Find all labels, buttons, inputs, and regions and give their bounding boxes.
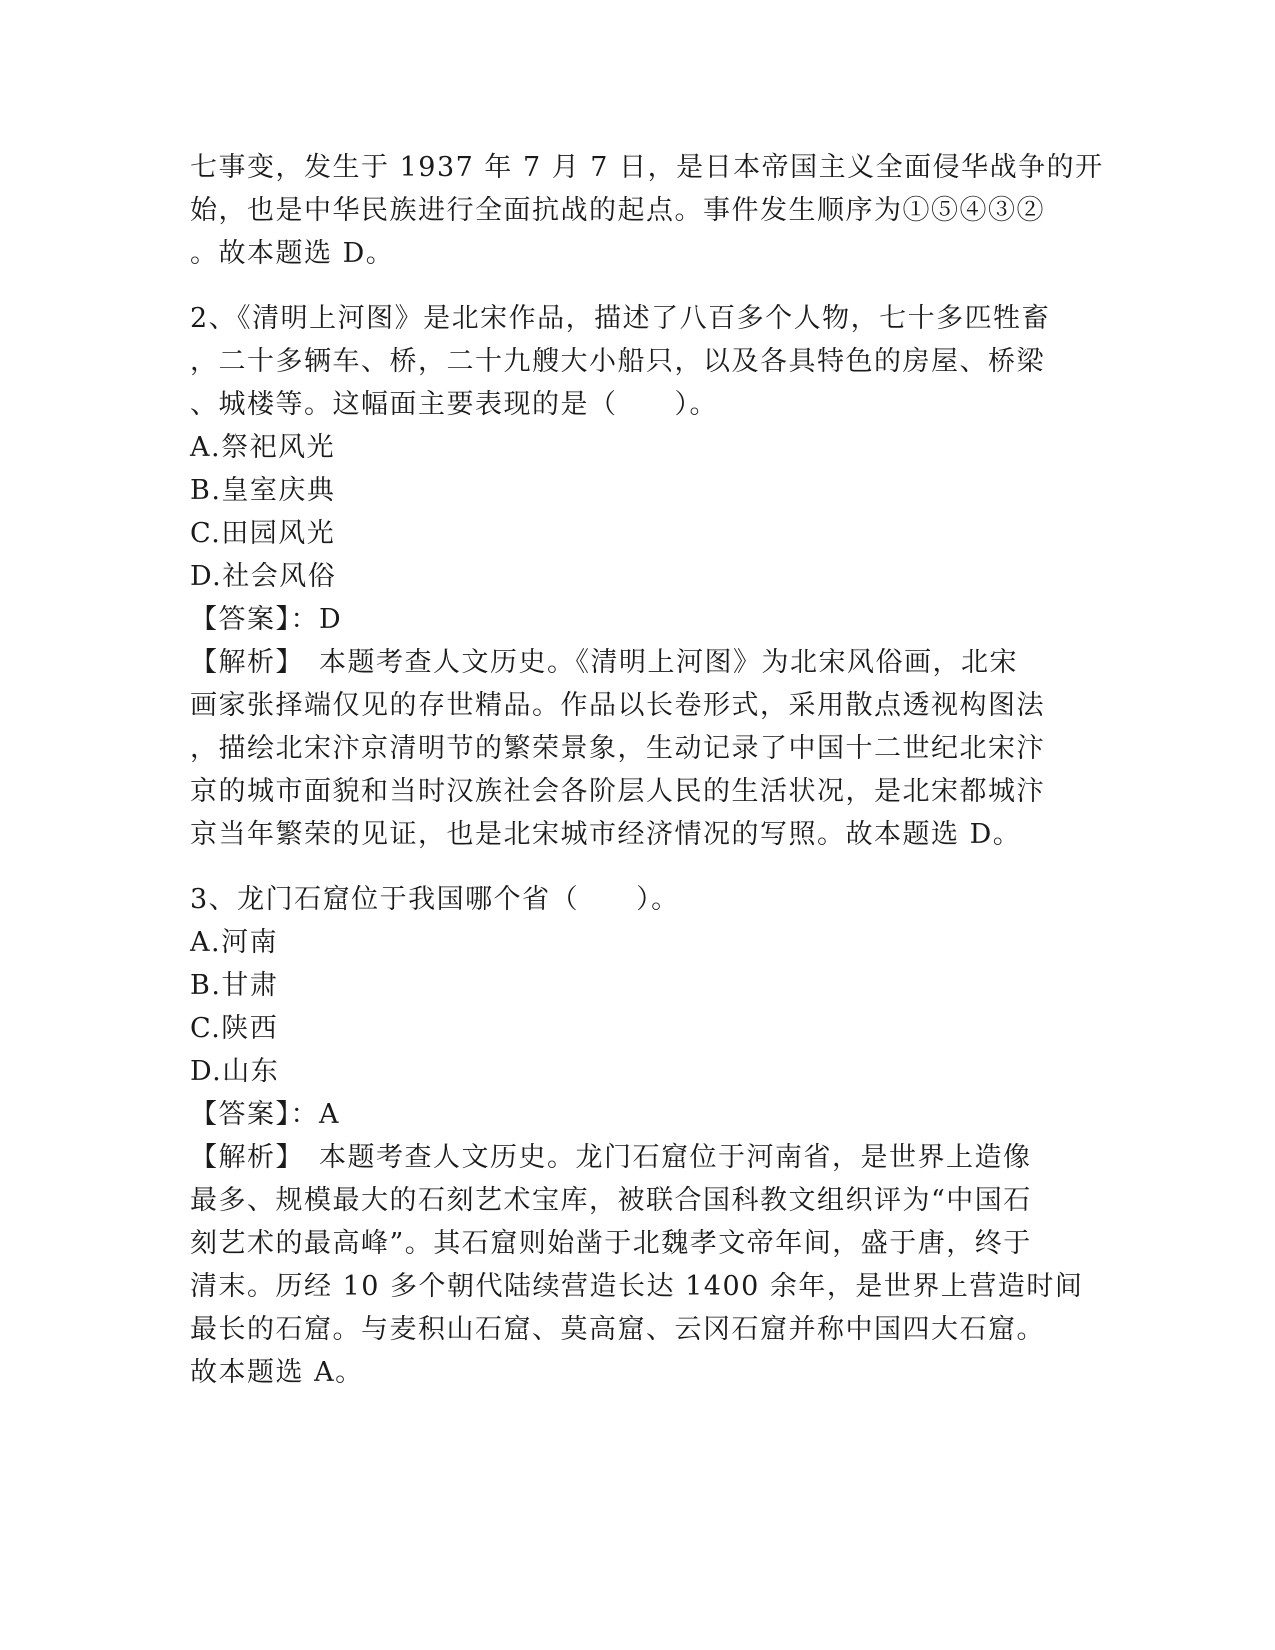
text-line: 七事变，发生于 1937 年 7 月 7 日，是日本帝国主义全面侵华战争的开 bbox=[190, 152, 1104, 183]
text-line: 最多、规模最大的石刻艺术宝库，被联合国科教文组织评为“中国石 bbox=[190, 1185, 1032, 1216]
option-a: A.河南 bbox=[190, 927, 279, 958]
option-d: D.山东 bbox=[190, 1056, 280, 1087]
text-line: 刻艺术的最高峰”。其石窟则始凿于北魏孝文帝年间，盛于唐，终于 bbox=[190, 1228, 1032, 1259]
text-line: 【解析】 本题考查人文历史。《清明上河图》为北宋风俗画，北宋 bbox=[190, 647, 1018, 678]
page-content bbox=[190, 146, 1104, 1394]
paragraph-gap bbox=[190, 856, 1090, 878]
intro-explanation bbox=[190, 146, 1104, 275]
text-line: 清末。历经 10 多个朝代陆续营造长达 1400 余年，是世界上营造时间 bbox=[190, 1271, 1084, 1302]
question-stem bbox=[190, 878, 1090, 921]
option-list bbox=[190, 921, 1090, 1093]
option-b: B.皇室庆典 bbox=[190, 475, 336, 506]
text-line: 最长的石窟。与麦积山石窟、莫高窟、云冈石窟并称中国四大石窟。 bbox=[190, 1314, 1045, 1345]
option-list bbox=[190, 426, 1090, 598]
text-line: 故本题选 A。 bbox=[190, 1357, 364, 1388]
option-c: C.田园风光 bbox=[190, 518, 336, 549]
text-line: ，二十多辆车、桥，二十九艘大小船只，以及各具特色的房屋、桥梁 bbox=[190, 346, 1045, 377]
text-line: 京的城市面貌和当时汉族社会各阶层人民的生活状况，是北宋都城汴 bbox=[190, 776, 1045, 807]
text-line: 画家张择端仅见的存世精品。作品以长卷形式，采用散点透视构图法 bbox=[190, 690, 1045, 721]
option-b: B.甘肃 bbox=[190, 970, 279, 1001]
analysis bbox=[190, 641, 1090, 856]
text-line: 3、龙门石窟位于我国哪个省（ ）。 bbox=[190, 884, 680, 915]
text-line: 始，也是中华民族进行全面抗战的起点。事件发生顺序为①⑤④③② bbox=[190, 195, 1045, 226]
text-line: 2、《清明上河图》是北宋作品，描述了八百多个人物，七十多匹牲畜 bbox=[190, 303, 1051, 334]
paragraph-gap bbox=[190, 275, 1090, 297]
option-a: A.祭祀风光 bbox=[190, 432, 336, 463]
option-d: D.社会风俗 bbox=[190, 561, 337, 592]
text-line: 【解析】 本题考查人文历史。龙门石窟位于河南省，是世界上造像 bbox=[190, 1142, 1032, 1173]
text-line: 。故本题选 D。 bbox=[190, 238, 395, 269]
question-stem bbox=[190, 297, 1090, 426]
text-line: ，描绘北宋汴京清明节的繁荣景象，生动记录了中国十二世纪北宋汴 bbox=[190, 733, 1045, 764]
option-c: C.陕西 bbox=[190, 1013, 279, 1044]
answer-line: 【答案】：A bbox=[190, 1099, 340, 1130]
text-line: 、城楼等。这幅面主要表现的是（ ）。 bbox=[190, 389, 718, 420]
text-line: 京当年繁荣的见证，也是北宋城市经济情况的写照。故本题选 D。 bbox=[190, 819, 1022, 850]
question-3 bbox=[190, 878, 1090, 1394]
analysis bbox=[190, 1136, 1090, 1394]
question-2 bbox=[190, 297, 1090, 856]
answer-line: 【答案】：D bbox=[190, 604, 343, 635]
